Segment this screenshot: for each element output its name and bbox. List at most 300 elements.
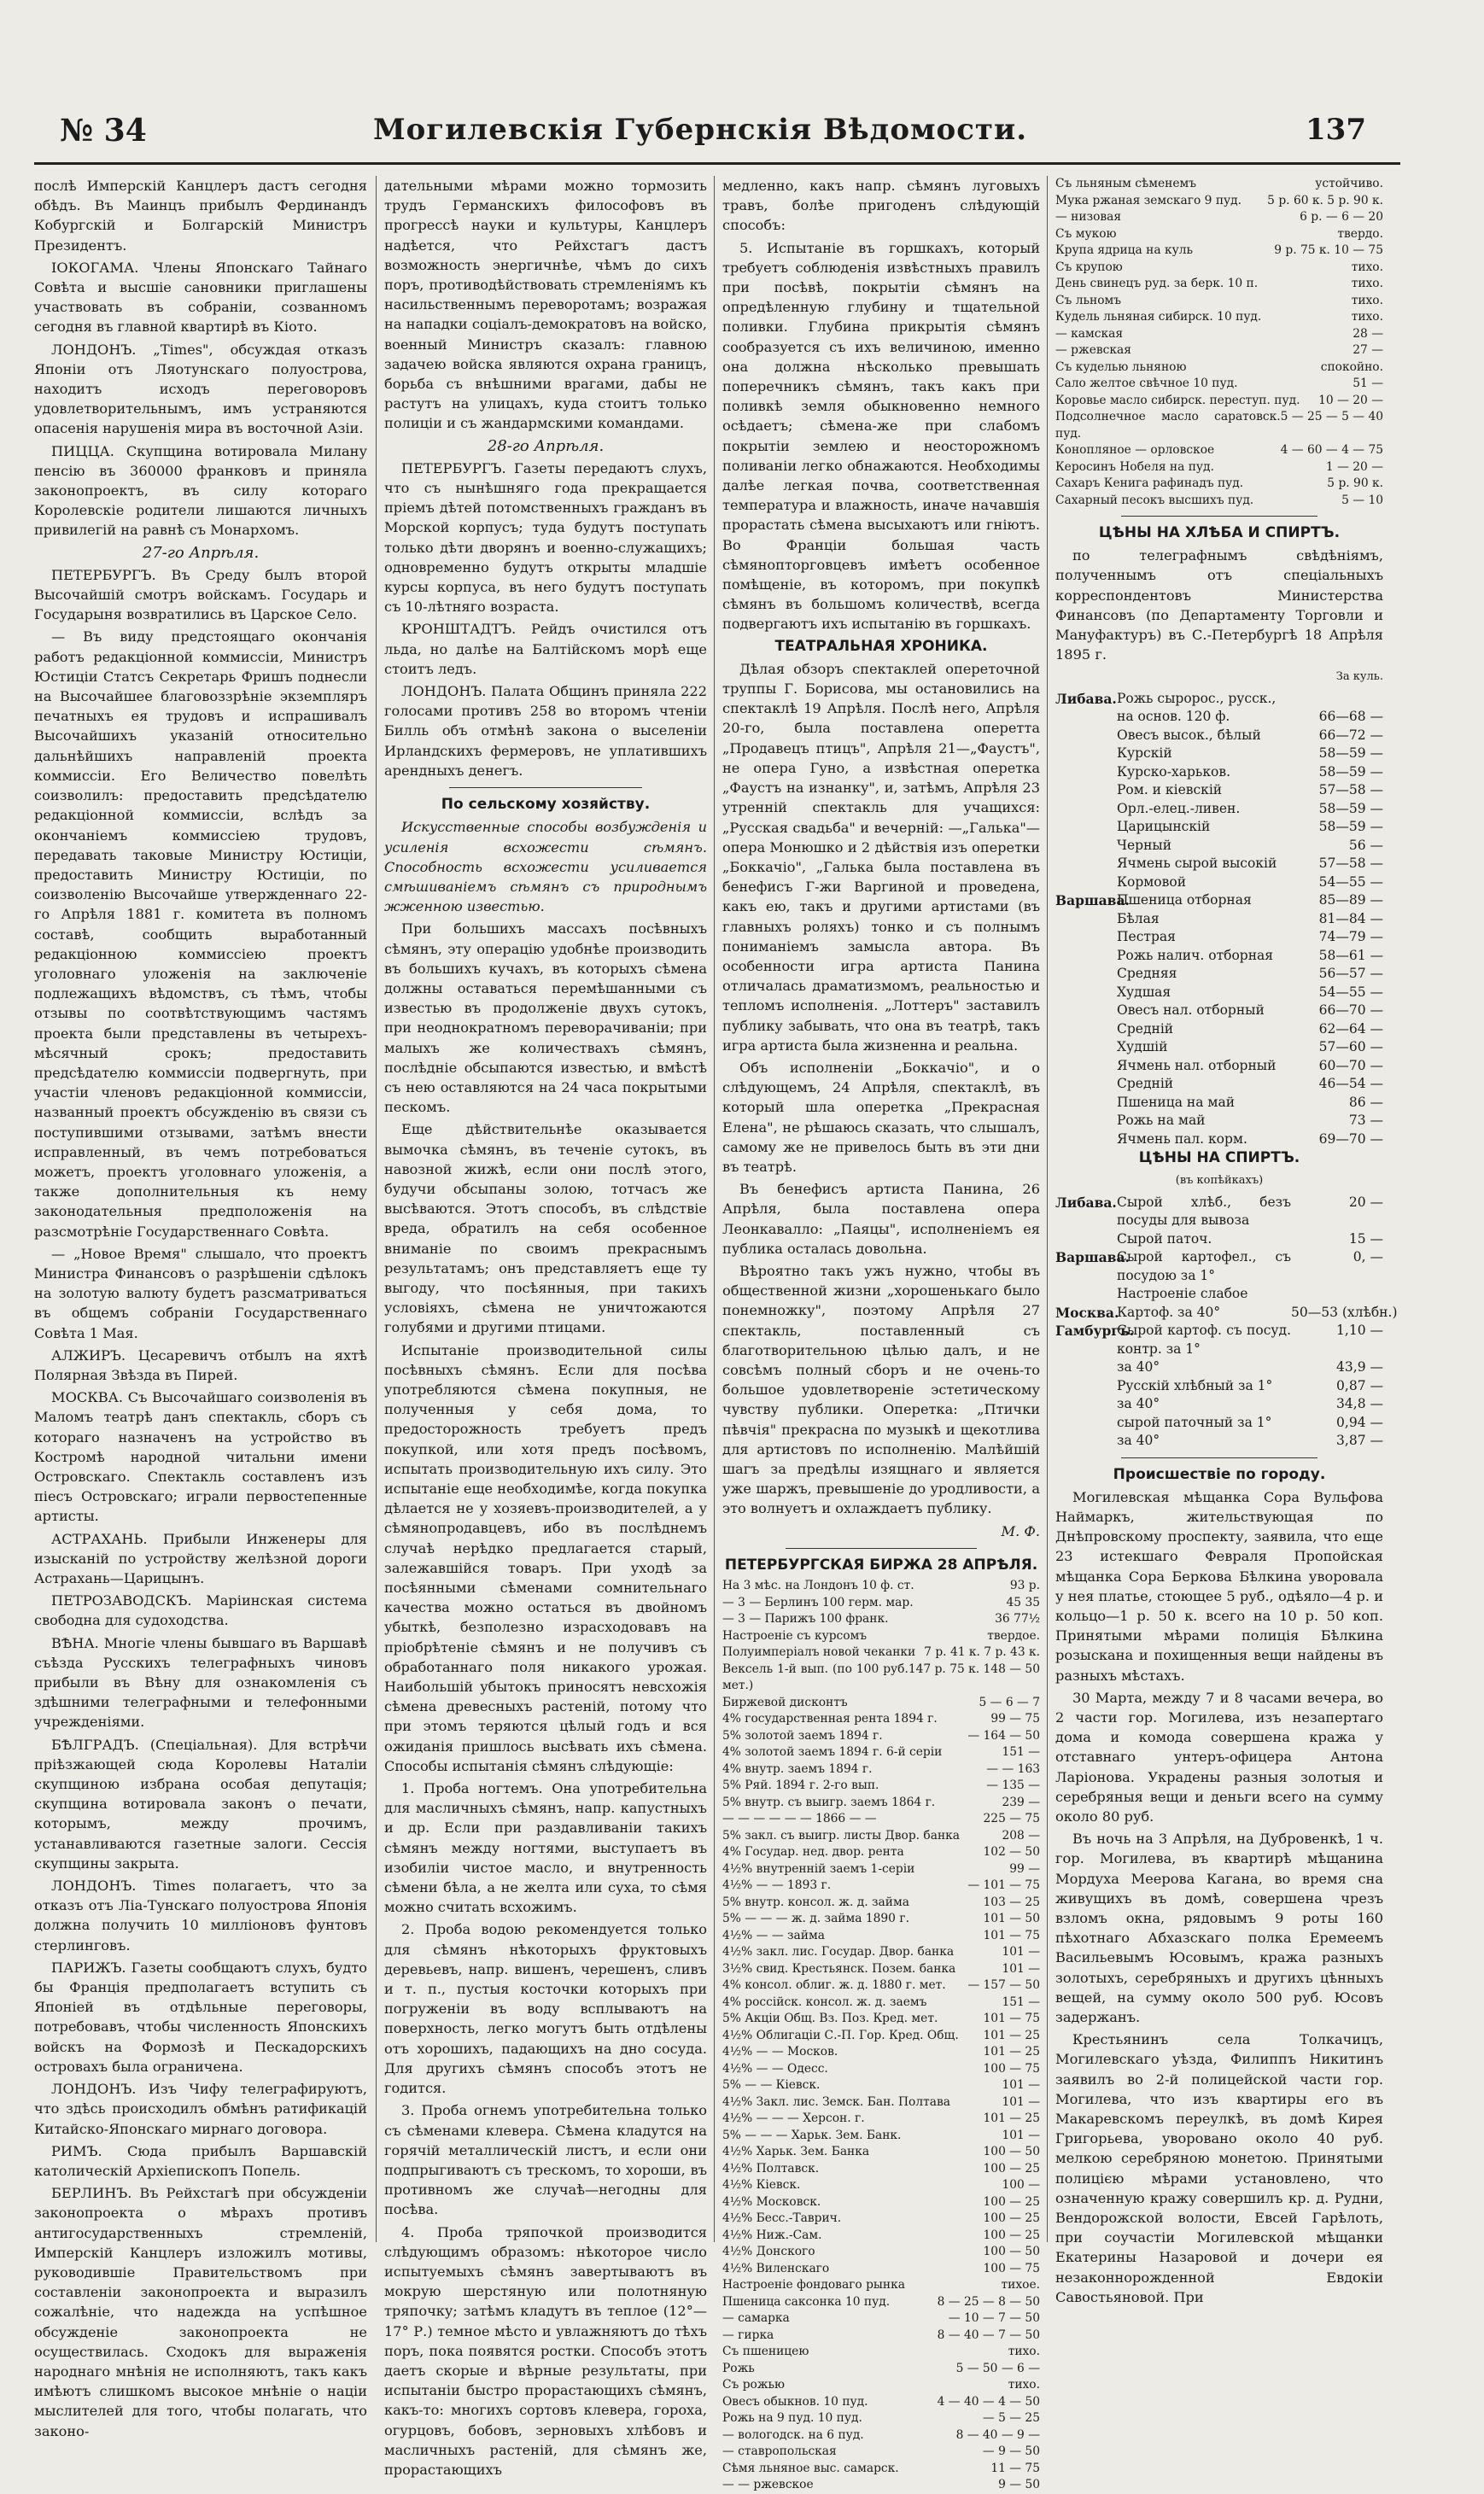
row-label: Съ льномъ [1055, 293, 1122, 307]
row-label: 4% россійск. консол. ж. д. заемъ [722, 1995, 927, 2009]
row-label: Биржевой дисконтъ [722, 1695, 848, 1709]
row-value: 93 р. [1009, 1579, 1040, 1593]
paragraph: 3. Проба огнемъ употребительна только съ сѣменами клевера. Сѣмена кладутся на горячій металлическій листъ, и если они подпрыгиваютъ съ трескомъ, то хороши, въ противномъ же случаѣ—негодны для посѣва. [384, 2102, 707, 2218]
date-heading: 27-го Апрѣля. [142, 543, 260, 562]
row-value: твердое. [987, 1628, 1040, 1643]
row-value: 100 — 25 [983, 2194, 1040, 2209]
row-value: тихо. [1008, 2378, 1040, 2392]
row-value: 101 — 25 [983, 2028, 1040, 2042]
row-price: 66—70 — [1318, 1002, 1383, 1019]
row-city [1055, 1285, 1117, 1304]
paragraph: — Въ виду предстоящаго окончанія работъ редакціонной коммиссіи, Министръ Юстиціи Статсъ Секретарь Фришъ поднесли на Высочайшее благовоззрѣніе экземпляръ печатныхъ ея трудовъ и испрашивалъ Высочайшихъ указаній относительно дальнѣйшихъ направленій проекта коммиссіи. Его Величество повелѣть соизволилъ: предоставить предсѣдателю редакціонной коммиссіи, вслѣдъ за окончаніемъ коммиссіею трудовъ, передавать таковые Министру Юстиціи, предоставить Министру Юстиціи, по соизволенію Высочайше утвержденнаго 22-го Апрѣля 1881 г. комитета въ полномъ составѣ, сообщить выработанный редакціонною коммиссіею проектъ уголовнаго уложенія на заключеніе подлежащихъ вѣдомствъ, съ тѣмъ, чтобы отзывы по соотвѣтствующимъ частямъ проекта были представлены въ четырехъ-мѣсячный срокъ; предоставить предсѣдателю коммиссіи подвергнуть, при участіи членовъ редакціонной коммиссіи, названный проектъ обсужденію въ связи съ поступившими отзывами, затѣмъ внести исправленный, въ чемъ потребоваться можетъ, проектъ уголовнаго уложенія, а также дополнительныя къ нему законодательныя предположенія на разсмотрѣніе Государственнаго Совѣта. [34, 628, 367, 1240]
paragraph: Испытаніе производительной силы посѣвныхъ сѣмянъ. Если для посѣва употребляются сѣмена покупныя, не полученныя у себя дома, то предосторожность требуетъ предъ покупкой, или хотя предъ посѣвомъ, испытать производительную ихъ силу. Это испытаніе еще необходимѣе, когда покупка дѣлается не у хозяевъ-производителей, а у сѣмянопродавцевъ, ибо въ послѣднемъ случаѣ нерѣдко предлагается старый, залежавшійся товаръ. При уходѣ за посѣянными сѣменами сомнительнаго качества можно остаться въ двойномъ убыткѣ, безполезно израсходовавъ на пріобрѣтеніе сѣмянъ и не получивъ съ обработаннаго поля никакого урожая. Наибольшій убытокъ приносятъ невсхожія сѣмена древесныхъ растеній, потому что при этомъ теряются цѣлый годъ и вся ожиданія пришлось высѣвать ихъ сѣмена. Способы испытанія сѣмянъ слѣдующіе: [384, 1341, 707, 1774]
table-row [1055, 837, 1383, 856]
table-row [1055, 1020, 1383, 1039]
row-item: Ячмень пал. корм. [1117, 1130, 1247, 1147]
table-row [722, 2094, 1040, 2111]
paragraph: Искусственные способы возбужденія и усиленія всхожести сѣмянъ. Способность всхожести усиливается смѣшиваніемъ сѣмянъ съ природнымъ жженною известью. [384, 819, 707, 915]
row-label: 4% золотой заемъ 1894 г. 6-й серіи [722, 1745, 943, 1760]
row-label: Подсолнечное масло саратовск. пуд. [1055, 410, 1281, 441]
row-label: Сало желтое свѣчное 10 пуд. [1055, 377, 1238, 390]
row-value: 151 — [1002, 1995, 1040, 2009]
row-label: Конопляное — орловское [1055, 443, 1215, 457]
row-city [1055, 1395, 1117, 1414]
paragraph: ПАРИЖЪ. Газеты сообщаютъ слухъ, будто бы Франція предполагаетъ вступить съ Японіей въ отдѣльные переговоры, потребовавъ, чтобы численность Японскихъ войскъ на Формозѣ и Пескадорскихъ островахъ была ограничена. [34, 1959, 367, 2075]
table-row [722, 2394, 1040, 2411]
row-city [1055, 855, 1117, 873]
row-value: 151 — [1002, 1745, 1040, 1760]
row-value: 101 — [1002, 1945, 1040, 1960]
row-value: 8 — 40 — 7 — 50 [937, 2328, 1040, 2342]
row-city [1055, 873, 1117, 892]
table-row [1055, 293, 1383, 310]
table-row [722, 2277, 1040, 2294]
row-value: 5 — 25 — 5 — 40 [1280, 410, 1383, 423]
row-label: Настроеніе съ курсомъ [722, 1628, 868, 1643]
table-row [722, 2111, 1040, 2128]
row-item: Худшая [1117, 984, 1171, 1000]
paragraph: Вѣроятно такъ ужъ нужно, чтобы въ общественной жизни „хорошенькаго было понемножку", поэтому Апрѣля 27 спектакль, поставленный съ благотворительною цѣлью далъ, и не совсѣмъ полный сборъ и не очень-то большое удовлетвореніе эстетическому чувству публики. Оперетка: „Птички пѣвчія" прекрасна по музыкѣ и щекотлива для артистовъ по исполненію. Малѣйшій шагъ за предѣлы изящнаго и является уже шаржъ, превышеніе до уродливости, а это волнуетъ и охлаждаетъ публику. [722, 1262, 1040, 1517]
paragraph: БѢЛГРАДЪ. (Спеціальная). Для встрѣчи пріѣзжающей сюда Королевы Наталіи скупщиною избрана особая депутація; скупщина вотировала законъ о печати, которымъ, между прочимъ, устанавливаются газетные залоги. Сессія скупщины закрыта. [34, 1736, 367, 1872]
row-value: 225 — 75 [983, 1812, 1040, 1826]
row-item: Царицынскій [1117, 819, 1211, 835]
row-label: 5% Ряй. 1894 г. 2-го вып. [722, 1779, 879, 1793]
row-price: 56—57 — [1318, 966, 1383, 982]
row-price: 46—54 — [1318, 1076, 1383, 1092]
table-row [722, 2294, 1040, 2311]
date-heading: 28-го Апрѣля. [487, 436, 605, 455]
row-price: 43,9 — [1336, 1359, 1383, 1375]
row-value: тихо. [1008, 2345, 1040, 2359]
row-label: Пшеница саксонка 10 пуд. [722, 2294, 891, 2309]
row-label: 4½% закл. лис. Государ. Двор. банка [722, 1945, 955, 1960]
table-row [722, 1895, 1040, 1912]
row-value: тихо. [1351, 277, 1383, 290]
row-label: 4½% Донского [722, 2245, 815, 2259]
row-value: 6 р. — 6 — 20 [1300, 210, 1383, 224]
row-value: 8 — 25 — 8 — 50 [937, 2294, 1040, 2309]
table-row [1055, 1322, 1383, 1358]
row-label: Кудель льняная сибирск. 10 пуд. [1055, 310, 1262, 324]
row-label: — 3 — Берлинъ 100 герм. мар. [722, 1595, 914, 1609]
paragraph: ІОКОГАМА. Члены Японскаго Тайнаго Совѣта и высшіе сановники приглашены участвовать въ собраніи, созванномъ сегодня въ главной квартирѣ въ Кіото. [34, 259, 367, 336]
table-row [1055, 1285, 1383, 1304]
row-price [1291, 1285, 1383, 1304]
table-row [1055, 242, 1383, 260]
row-price: 57—58 — [1318, 782, 1383, 798]
column-divider [376, 176, 377, 2242]
row-price: 20 — [1348, 1194, 1383, 1210]
row-price: 58—59 — [1318, 763, 1383, 780]
row-price: 54—55 — [1318, 873, 1383, 890]
row-label: — низовая [1055, 210, 1122, 224]
section-rule [786, 1548, 976, 1549]
table-row [722, 1911, 1040, 1928]
paragraph: 4. Проба тряпочкой производится слѣдующимъ образомъ: нѣкоторое число испытуемыхъ сѣмянъ завертываютъ въ мокрую шерстяную или полотняную тряпочку; затѣмъ кладутъ въ теплое (12°—17° Р.) темное мѣсто и увлажняютъ до тѣхъ поръ, пока появятся ростки. Способъ этотъ даетъ скорые и вѣрные результаты, при испытаніи быстро прорастающихъ сѣмянъ, какъ-то: многихъ сортовъ клевера, гороха, огурцовъ, бобовъ, зерновыхъ хлѣбовъ и масличныхъ растеній, для сѣмянъ же, прорастающихъ [384, 2223, 707, 2478]
row-value: тихое. [1001, 2278, 1040, 2292]
row-value: 36 77½ [995, 1612, 1040, 1627]
table-row [722, 1878, 1040, 1895]
row-value: устойчиво. [1315, 177, 1383, 190]
table-row [722, 2261, 1040, 2278]
row-label: 4½% Виленскаго [722, 2261, 830, 2275]
paragraph: 2. Проба водою рекомендуется только для сѣмянъ нѣкоторыхъ фруктовыхъ деревьевъ, напр. вишенъ, черешенъ, сливъ и т. п., пустыя косточки которыхъ при погруженіи въ воду всплываютъ на поверхность, легко могутъ быть отдѣлены отъ хорошихъ, падающихъ на дно сосуда. Для другихъ сѣмянъ способъ этотъ не годится. [384, 1921, 707, 2097]
table-row [722, 2328, 1040, 2345]
table-row [1055, 1358, 1383, 1377]
unit-label: (въ копѣйкахъ) [1175, 1174, 1264, 1188]
row-price: 58—59 — [1318, 745, 1383, 762]
table-row [722, 2310, 1040, 2328]
row-item: Орл.-елец.-ливен. [1117, 800, 1241, 816]
row-value: тихо. [1351, 293, 1383, 307]
table-row [1055, 309, 1383, 326]
table-row [722, 1861, 1040, 1878]
row-city [1055, 910, 1117, 929]
row-value: 51 — [1353, 377, 1383, 390]
paragraph: ЛОНДОНЪ. Times полагаетъ, что за отказъ отъ Ліа-Тунскаго полуострова Японія должна получить 10 милліоновъ фунтовъ стерлинговъ. [34, 1878, 367, 1954]
paragraph: 30 Марта, между 7 и 8 часами вечера, во 2 части гор. Могилева, изъ незапертаго дома и комода совершена кража у отставнаго унтеръ-офицера Антона Ларіонова. Украдены разныя золотыя и серебряныя вещи и деньги всего на сумму около 80 руб. [1055, 1689, 1383, 1825]
table-row [722, 2410, 1040, 2427]
issue-number: № 34 [60, 113, 147, 149]
table-row [722, 1828, 1040, 1845]
table-row [1055, 910, 1383, 929]
row-city [1055, 800, 1117, 819]
row-city [1055, 708, 1117, 727]
table-row [722, 2461, 1040, 2478]
paragraph: АСТРАХАНЬ. Прибыли Инженеры для изысканій по устройству желѣзной дороги Астрахань—Царицынъ. [34, 1530, 367, 1587]
table-row [1055, 708, 1383, 727]
row-label: Сѣмя льняное выс. самарск. [722, 2461, 899, 2475]
row-label: 4½% Бесс.-Таврич. [722, 2211, 842, 2226]
paragraph: КРОНШТАДТЪ. Рейдъ очистился отъ льда, но далѣе на Балтійскомъ морѣ еще стоитъ ледъ. [384, 621, 707, 677]
row-value: 45 35 [1006, 1595, 1040, 1609]
table-row [722, 1995, 1040, 2012]
section-heading: ТЕАТРАЛЬНАЯ ХРОНИКА. [774, 637, 988, 655]
page-number: 137 [1306, 113, 1366, 147]
row-label: 5% золотой заемъ 1894 г. [722, 1728, 883, 1743]
table-row [722, 1795, 1040, 1812]
row-item: за 40° [1117, 1359, 1160, 1375]
row-city: Гамбургъ. [1055, 1323, 1135, 1340]
section-heading: ПЕТЕРБУРГСКАЯ БИРЖА 28 АПРѢЛЯ. [724, 1556, 1038, 1574]
table-row [1055, 342, 1383, 359]
row-label: 4½% — — — Херсон. г. [722, 2111, 865, 2126]
row-item: Пшеница отборная [1117, 892, 1252, 908]
row-city [1055, 1057, 1117, 1076]
table-row [1055, 193, 1383, 210]
row-city [1055, 965, 1117, 984]
row-city [1055, 727, 1117, 745]
table-row [1055, 326, 1383, 343]
row-label: 4½% — — Москов. [722, 2045, 838, 2059]
row-price: 73 — [1348, 1113, 1383, 1129]
table-row [722, 1928, 1040, 1945]
row-value: 101 — 25 [983, 2045, 1040, 2059]
row-item: Рожь на май [1117, 1113, 1206, 1129]
row-label: 3½% свид. Крестьянск. Позем. банка [722, 1961, 956, 1976]
row-item: Сырой хлѣб., безъ посуды для вывоза [1117, 1194, 1291, 1229]
column-2 [384, 176, 707, 2478]
row-label: 4½% Кіевск. [722, 2178, 801, 2193]
row-item: Овесъ нал. отборный [1117, 1002, 1265, 1019]
row-value: — 135 — [986, 1779, 1040, 1793]
section-heading: По сельскому хозяйству. [441, 796, 651, 814]
table-row [722, 1961, 1040, 1978]
row-label: — 3 — Парижъ 100 франк. [722, 1612, 889, 1627]
row-label: Коровье масло сибирск. переступ. пуд. [1055, 393, 1300, 407]
table-row [1055, 928, 1383, 947]
row-value: — 101 — 75 [967, 1878, 1040, 1893]
row-city: Москва. [1055, 1304, 1119, 1321]
row-label: 4½% Полтавск. [722, 2161, 820, 2176]
row-label: — — ржевское [722, 2478, 814, 2492]
row-value: 100 — 50 [983, 2245, 1040, 2259]
row-label: На 3 мѣс. на Лондонъ 10 ф. ст. [722, 1579, 914, 1593]
row-value: 100 — 50 [983, 2145, 1040, 2159]
row-label: 5% — — — ж. д. займа 1890 г. [722, 1912, 909, 1926]
exchange-table [722, 1578, 1040, 2494]
row-label: 4½% — — 1893 г. [722, 1878, 832, 1893]
row-label: 5% Акціи Общ. Вз. Поз. Кред. мет. [722, 2012, 938, 2026]
row-label: Настроеніе фондоваго рынка [722, 2278, 905, 2292]
row-item: Рожь сыророс., русск., [1117, 690, 1277, 706]
row-price: 85—89 — [1318, 892, 1383, 908]
section-heading: Происшествіе по городу. [1113, 1465, 1326, 1483]
row-label: — вологодск. на 6 пуд. [722, 2427, 864, 2442]
row-label: 4% Государ. нед. двор. рента [722, 1845, 904, 1860]
row-label: — камская [1055, 326, 1124, 341]
row-price: 62—64 — [1318, 1020, 1383, 1037]
table-row [722, 1611, 1040, 1628]
row-value: 99 — 75 [990, 1712, 1040, 1726]
row-label: Съ крупою [1055, 260, 1123, 274]
table-row [722, 1711, 1040, 1728]
row-value: спокойно. [1320, 359, 1383, 374]
row-value: 5 — 6 — 7 [979, 1695, 1040, 1709]
masthead [34, 111, 1366, 159]
table-row [1055, 1194, 1383, 1230]
table-row [722, 2161, 1040, 2178]
table-row [722, 1778, 1040, 1795]
row-item: Кормовой [1117, 873, 1187, 890]
table-row [722, 1628, 1040, 1645]
table-row [722, 2011, 1040, 2028]
row-label: Рожь [722, 2361, 755, 2375]
row-label: 5% внутр. консол. ж. д. займа [722, 1895, 909, 1909]
row-price: 50—53 (хлѣбн.) [1291, 1304, 1398, 1320]
paragraph: по телеграфнымъ свѣдѣніямъ, полученнымъ отъ спеціальныхъ корреспондентовъ Министерства Финансовъ (по Департаменту Торговли и Мануфактуръ) въ С.-Петербургѣ 18 Апрѣля 1895 г. [1055, 547, 1383, 663]
row-item: Картоф. за 40° [1117, 1304, 1221, 1320]
table-row [1055, 409, 1383, 442]
table-row [1055, 947, 1383, 966]
row-value: 101 — [1002, 2094, 1040, 2109]
table-row [1055, 1038, 1383, 1057]
row-item: на основ. 120 ф. [1117, 709, 1230, 725]
row-value: 101 — 75 [983, 1928, 1040, 1942]
row-label: 5% — — Кіевск. [722, 2078, 821, 2093]
row-label: Съ пшеницею [722, 2345, 809, 2359]
section-rule [1121, 516, 1317, 517]
row-value: 9 р. 75 к. 10 — 75 [1274, 243, 1383, 257]
row-label: — самарка [722, 2311, 790, 2326]
paragraph: БЕРЛИНЪ. Въ Рейхстагѣ при обсужденіи законопроекта о мѣрахъ противъ антигосударственныхъ стремленій, Имперскій Канцлеръ изложилъ мотивы, руководившіе Правительствомъ при составленіи законопроекта и выразилъ сожалѣніе, что надежда на успѣшное обсужденіе законопроекта не осуществилась. Сходокъ для выраженія народнаго мнѣнія не исполняютъ, такъ какъ имѣютъ слишкомъ высокое мнѣніе о націи мыслителей для того, чтобы полагать, что законо- [34, 2185, 367, 2439]
row-price: 69—70 — [1318, 1130, 1383, 1147]
paragraph: ПЕТЕРБУРГЪ. Въ Среду былъ второй Высочайшій смотръ войскамъ. Государь и Государыня возвратились въ Царское Село. [34, 566, 367, 623]
table-row [722, 1744, 1040, 1761]
row-price: 57—60 — [1318, 1039, 1383, 1055]
row-price: 66—68 — [1318, 709, 1383, 725]
table-row [1055, 459, 1383, 476]
paragraph: ПЕТРОЗАВОДСКЪ. Маріинская система свободна для судоходства. [34, 1592, 367, 1629]
row-item: Настроеніе слабое [1117, 1286, 1248, 1302]
row-item: Курско-харьков. [1117, 763, 1230, 780]
row-city: Варшава. [1055, 892, 1130, 909]
table-row [722, 2211, 1040, 2228]
row-price: 34,8 — [1336, 1396, 1383, 1412]
row-value: 208 — [1002, 1828, 1040, 1843]
table-row [722, 1977, 1040, 1995]
table-row [1055, 891, 1383, 910]
table-row [722, 1595, 1040, 1612]
table-row [722, 1662, 1040, 1695]
row-item: Сырой паточ. [1117, 1230, 1212, 1247]
row-value: 101 — 50 [983, 1912, 1040, 1926]
row-price: 54—55 — [1318, 984, 1383, 1000]
goods-table [1055, 176, 1383, 509]
table-row [722, 1578, 1040, 1595]
row-value: 101 — [1002, 2128, 1040, 2142]
table-row [722, 2361, 1040, 2378]
table-row [722, 1695, 1040, 1712]
table-row [1055, 1248, 1383, 1285]
row-label: Вексель 1-й вып. (по 100 руб. мет.) [722, 1662, 909, 1693]
paragraph: 1. Проба ногтемъ. Она употребительна для масличныхъ сѣмянъ, напр. капустныхъ и др. Если при раздавливаніи такихъ сѣмянъ между ногтями, выступаетъ въ изобиліи чистое масло, и внутренность сѣмени бѣла, а не желта или суха, то сѣмя можно считать всхожимъ. [384, 1780, 707, 1916]
table-row [1055, 1057, 1383, 1076]
row-city [1055, 1377, 1117, 1396]
row-label: 5% закл. съ выигр. листы Двор. банка [722, 1828, 961, 1843]
row-item: Сырой картофел., съ посудою за 1° [1117, 1249, 1291, 1283]
row-label: Овесъ обыкнов. 10 пуд. [722, 2394, 868, 2409]
row-item: Овесъ высок., бѣлый [1117, 727, 1261, 743]
table-row [1055, 209, 1383, 226]
row-price: 58—61 — [1318, 947, 1383, 963]
section-heading: ЦѢНЫ НА ХЛѢБА И СПИРТЪ. [1098, 524, 1341, 541]
paragraph: ПИЦЦА. Скупщина вотировала Милану пенсію въ 360000 франковъ и приняла законопроектъ, въ силу котораго Королевскіе родители лишаются личныхъ привилегій на равнѣ съ Монархомъ. [34, 442, 367, 539]
table-row [1055, 873, 1383, 892]
row-label: 4½% Харьк. Зем. Банка [722, 2145, 870, 2159]
row-city: Варшава. [1055, 1249, 1130, 1266]
row-label: 4½% Московск. [722, 2194, 821, 2209]
table-row [722, 2077, 1040, 2094]
table-row [1055, 800, 1383, 819]
row-value: 102 — 50 [983, 1845, 1040, 1860]
table-row [1055, 1377, 1383, 1396]
table-row [1055, 393, 1383, 410]
table-row [1055, 1432, 1383, 1451]
paragraph: Дѣлая обзоръ спектаклей опереточной труппы Г. Борисова, мы остановились на спектаклѣ 19 Апрѣля. Послѣ него, Апрѣля 20-го, была поставлена оперетта „Продавецъ птицъ", Апрѣля 21—„Фаустъ", не опера Гуно, а извѣстная оперетка „Фаустъ на изнанку", и, затѣмъ, Апрѣля 23 утренній спектакль для учащихся: „Русская свадьба" и вечерній: —„Галька"—опера Монюшко и 2 дѣйствія изъ оперетки „Боккачіо", „Галька была поставлена въ бенефисъ Г-жи Варгиной и проведена, какъ ею, такъ и другими артистами (въ главныхъ роляхъ) тонко и съ полнымъ пониманіемъ замысла автора. Въ особенности игра артиста Панина отличалась драматизмомъ, реальностью и тепломъ исполненія. „Лоттеръ" заставилъ публику забывать, что она въ театрѣ, такъ игра артиста была жизненна и реальна. [722, 660, 1040, 1054]
table-row [1055, 763, 1383, 782]
row-value: — — 163 [986, 1761, 1040, 1776]
row-item: Бѣлая [1117, 910, 1160, 926]
row-city [1055, 1020, 1117, 1039]
paragraph: медленно, какъ напр. сѣмянъ луговыхъ травъ, болѣе пригоденъ слѣдующій способъ: [722, 178, 1040, 234]
header-rule [34, 162, 1400, 165]
table-row [1055, 1395, 1383, 1414]
row-label: Полуимперіалъ новой чеканки [722, 1645, 916, 1660]
newspaper-title: Могилевскія Губернскія Вѣдомости. [372, 113, 1028, 147]
row-price: 0, — [1353, 1249, 1383, 1265]
row-value: — 157 — 50 [967, 1978, 1040, 1993]
table-row [1055, 1414, 1383, 1433]
row-city [1055, 1094, 1117, 1113]
paragraph: ПЕТЕРБУРГЪ. Газеты передаютъ слухъ, что съ нынѣшняго года прекращается пріемъ дѣтей потомственныхъ гражданъ въ Морской корпусъ; туда будутъ поступать только дѣти дворянъ и военно-служащихъ; одновременно будутъ открыты младшіе курсы корпуса, въ него будутъ поступать съ 10-лѣтняго возраста. [384, 459, 707, 616]
paragraph: Въ бенефисъ артиста Панина, 26 Апрѣля, была поставлена опера Леонкавалло: „Паяцы", исполненіемъ ея публика осталась довольна. [722, 1181, 1040, 1257]
table-row [1055, 376, 1383, 393]
table-row [722, 2061, 1040, 2078]
grain-price-table [1055, 690, 1383, 1149]
row-label: — гирка [722, 2328, 774, 2342]
table-row [722, 2028, 1040, 2045]
paragraph: МОСКВА. Съ Высочайшаго соизволенія въ Маломъ театрѣ данъ спектакль, сборъ съ котораго назначенъ на устройство въ Костромѣ народной читальни имени Островскаго. Спектакль составленъ изъ піесъ Островскаго; играли первостепенные артисты. [34, 1389, 367, 1525]
row-value: 100 — 25 [983, 2228, 1040, 2242]
row-value: 10 — 20 — [1318, 393, 1383, 407]
row-label: Съ мукою [1055, 226, 1117, 241]
column-3 [722, 176, 1040, 2492]
row-label: 4% консол. облиг. ж. д. 1880 г. мет. [722, 1978, 946, 1993]
table-row [1055, 493, 1383, 510]
table-row [1055, 1094, 1383, 1113]
row-item: Черный [1117, 837, 1172, 853]
row-item: Курскій [1117, 745, 1172, 762]
row-value: — 164 — 50 [967, 1728, 1040, 1743]
unit-label: За куль. [1335, 670, 1383, 684]
row-price: 58—59 — [1318, 819, 1383, 835]
table-row [722, 2044, 1040, 2061]
table-row [722, 2194, 1040, 2211]
row-label: Съ рожью [722, 2378, 786, 2392]
row-label: 4% внутр. заемъ 1894 г. [722, 1761, 873, 1776]
table-row [1055, 260, 1383, 277]
table-row [722, 2177, 1040, 2194]
paragraph: АЛЖИРЪ. Цесаревичъ отбылъ на яхтѣ Полярная Звѣзда въ Пирей. [34, 1346, 367, 1383]
column-1 [34, 176, 367, 2439]
paragraph: Въ ночь на 3 Апрѣля, на Дубровенкѣ, 1 ч. гор. Могилева, въ квартирѣ мѣщанина Мордуха Меерова Кагана, во время сна живущихъ въ домѣ, совершена чрезъ взломъ окна, рядовымъ 9 роты 160 пѣхотнаго Абхазскаго полка Еремеемъ Васильевымъ Юсовымъ, кража разныхъ золотыхъ, серебряныхъ и другихъ цѣнныхъ вещей, на сумму около 500 руб. Юсовъ задержанъ. [1055, 1831, 1383, 2026]
row-city [1055, 1002, 1117, 1020]
table-row [1055, 442, 1383, 459]
row-value: 100 — 75 [983, 2061, 1040, 2076]
row-item: Ячмень нал. отборный [1117, 1057, 1277, 1073]
row-value: 5 р. 60 к. 5 р. 90 к. [1267, 193, 1383, 207]
paragraph: послѣ Имперскій Канцлеръ дастъ сегодня обѣдъ. Въ Маинцъ прибылъ Фердинандъ Кобургскій и Болгарскій Министръ Президентъ. [34, 178, 367, 254]
row-price: 15 — [1348, 1230, 1383, 1247]
row-label: 4½% Закл. лис. Земск. Бан. Полтава [722, 2094, 950, 2109]
row-value: 103 — 25 [983, 1895, 1040, 1909]
row-city [1055, 984, 1117, 1002]
row-value: 7 р. 41 к. 7 р. 43 к. [924, 1645, 1040, 1660]
row-value: 239 — [1002, 1795, 1040, 1809]
table-row [722, 2228, 1040, 2245]
row-city [1055, 1358, 1117, 1377]
section-rule [449, 787, 643, 788]
table-row [1055, 965, 1383, 984]
row-label: Керосинъ Нобеля на пуд. [1055, 459, 1214, 474]
row-city [1055, 1414, 1117, 1433]
row-price: 3,87 — [1336, 1433, 1383, 1449]
row-value: 100 — [1002, 2178, 1040, 2193]
row-price: 66—72 — [1318, 727, 1383, 743]
paragraph: дательными мѣрами можно тормозить трудъ Германскихъ философовъ въ прогрессѣ науки и культуры, Канцлеръ надѣется, что Рейхстагъ дастъ возможность энергичнѣе, чѣмъ до сихъ поръ, противодѣйствовать стремленіямъ къ насильственнымъ переворотамъ; возражая на нападки соціалъ-демократовъ на войско, военный Министръ сказалъ: главною задачею войска являются охрана границъ, борьба съ внѣшними врагами, дабы не растутъ на улицахъ, куда стоитъ только полиціи и съ жандармскими командами. [384, 178, 707, 432]
table-row [722, 1811, 1040, 1828]
